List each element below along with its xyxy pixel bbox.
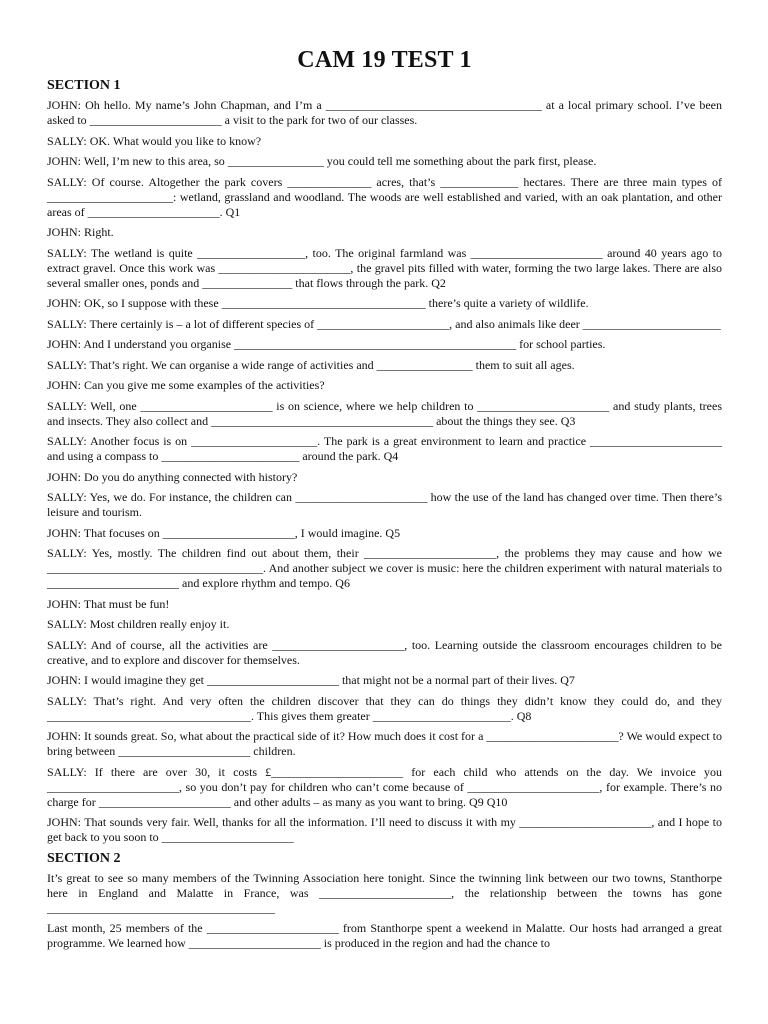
dialogue-line: SALLY: That’s right. And very often the children discover that they can do things they didn’t know they could do, and they __________________________________. This gives them greater _______________________. Q8 — [47, 693, 722, 723]
dialogue-line: JOHN: That sounds very fair. Well, thanks for all the information. I’ll need to discuss it with my ______________________, and I hope to get back to you soon to ______________________ — [47, 815, 722, 844]
dialogue-line: SALLY: There certainly is – a lot of different species of ______________________, and also animals like deer _______________________ — [47, 316, 721, 331]
dialogue-line: SALLY: That’s right. We can organise a wide range of activities and ________________ them to suit all ages. — [47, 357, 575, 372]
dialogue-line: JOHN: I would imagine they get ______________________ that might not be a normal part of their lives. Q7 — [47, 673, 575, 687]
dialogue-line: SALLY: The wetland is quite __________________, too. The original farmland was ______________________ around 40 years ago to extract gravel. Once this work was ______________________, the gravel pits filled with water, forming the two large lakes. There are also several smaller ones, ponds and _______________ that flows through the park. Q2 — [47, 245, 722, 290]
dialogue-line: SALLY: Well, one ______________________ is on science, where we help children to ______________________ and study plants, trees and insects. They also collect and _____________________________________ about the things they see. Q3 — [47, 398, 722, 428]
dialogue-line: SALLY: Another focus is on _____________________. The park is a great environment to learn and practice ______________________ and using a compass to _______________________ around the park. Q4 — [47, 434, 722, 463]
dialogue-line: SALLY: Most children really enjoy it. — [47, 617, 230, 631]
dialogue-line: SALLY: Yes, mostly. The children find out about them, their ______________________, the problems they may cause and how we ____________________________________. And another subject we cover is music: here the children experiment with natural materials to ______________________ and explore rhythm and tempo. Q6 — [47, 546, 722, 590]
dialogue-line: JOHN: OK, so I suppose with these __________________________________ there’s quite a variety of wildlife. — [47, 296, 589, 310]
section-1 — [47, 78, 722, 845]
dialogue-line: SALLY: If there are over 30, it costs £______________________ for each child who attends on the day. We invoice you ______________________, so you don’t pay for children who can’t come because of ______________________, for example. There’s no charge for ______________________ and other adults – as many as you want to bring. Q9 Q10 — [47, 764, 722, 809]
monologue-paragraph: Last month, 25 members of the ______________________ from Stanthorpe spent a weekend in Malatte. Our hosts had arranged a great programme. We learned how ______________________ is produced in the region and had the chance to — [47, 921, 722, 950]
dialogue-line: JOHN: Oh hello. My name’s John Chapman, and I’m a ____________________________________ at a local primary school. I’ve been asked to ______________________ a visit to the park for two of our classes. — [47, 98, 722, 127]
dialogue-line: JOHN: Well, I’m new to this area, so ________________ you could tell me something about the park first, please. — [47, 154, 597, 168]
dialogue-line: SALLY: Yes, we do. For instance, the children can ______________________ how the use of the land has changed over time. Then there’s leisure and tourism. — [47, 490, 722, 519]
dialogue-line: JOHN: And I understand you organise _______________________________________________ for school parties. — [47, 337, 606, 351]
dialogue-line: JOHN: That focuses on ______________________, I would imagine. Q5 — [47, 525, 401, 540]
section-2 — [47, 851, 722, 952]
section-1-heading: SECTION 1 — [47, 78, 121, 93]
page-title: CAM 19 TEST 1 — [297, 47, 472, 73]
dialogue-line: JOHN: It sounds great. So, what about the practical side of it? How much does it cost for a ______________________? We would expect to bring between ______________________ children. — [47, 729, 722, 758]
monologue-paragraph: It’s great to see so many members of the Twinning Association here tonight. Since the twinning link between our two towns, Stanthorpe here in England and Malatte in France, was ______________________, the relationship between the towns has gone ______________________________________ — [47, 870, 722, 915]
dialogue-line: SALLY: Of course. Altogether the park covers ______________ acres, that’s _____________ hectares. There are three main types of _____________________: wetland, grassland and woodland. The woods are well established and varied, with an oak plantation, and other areas of ______________________. Q1 — [47, 174, 722, 219]
dialogue-line: JOHN: Do you do anything connected with history? — [47, 469, 298, 484]
dialogue-line: SALLY: And of course, all the activities are ______________________, too. Learning outside the classroom encourages children to be creative, and to explore and discover for themselves. — [47, 637, 722, 667]
dialogue-line: JOHN: That must be fun! — [47, 596, 170, 611]
dialogue-line: SALLY: OK. What would you like to know? — [47, 133, 262, 148]
dialogue-line: JOHN: Can you give me some examples of the activities? — [47, 378, 325, 392]
section-2-heading: SECTION 2 — [47, 850, 121, 866]
dialogue-line: JOHN: Right. — [47, 225, 114, 239]
